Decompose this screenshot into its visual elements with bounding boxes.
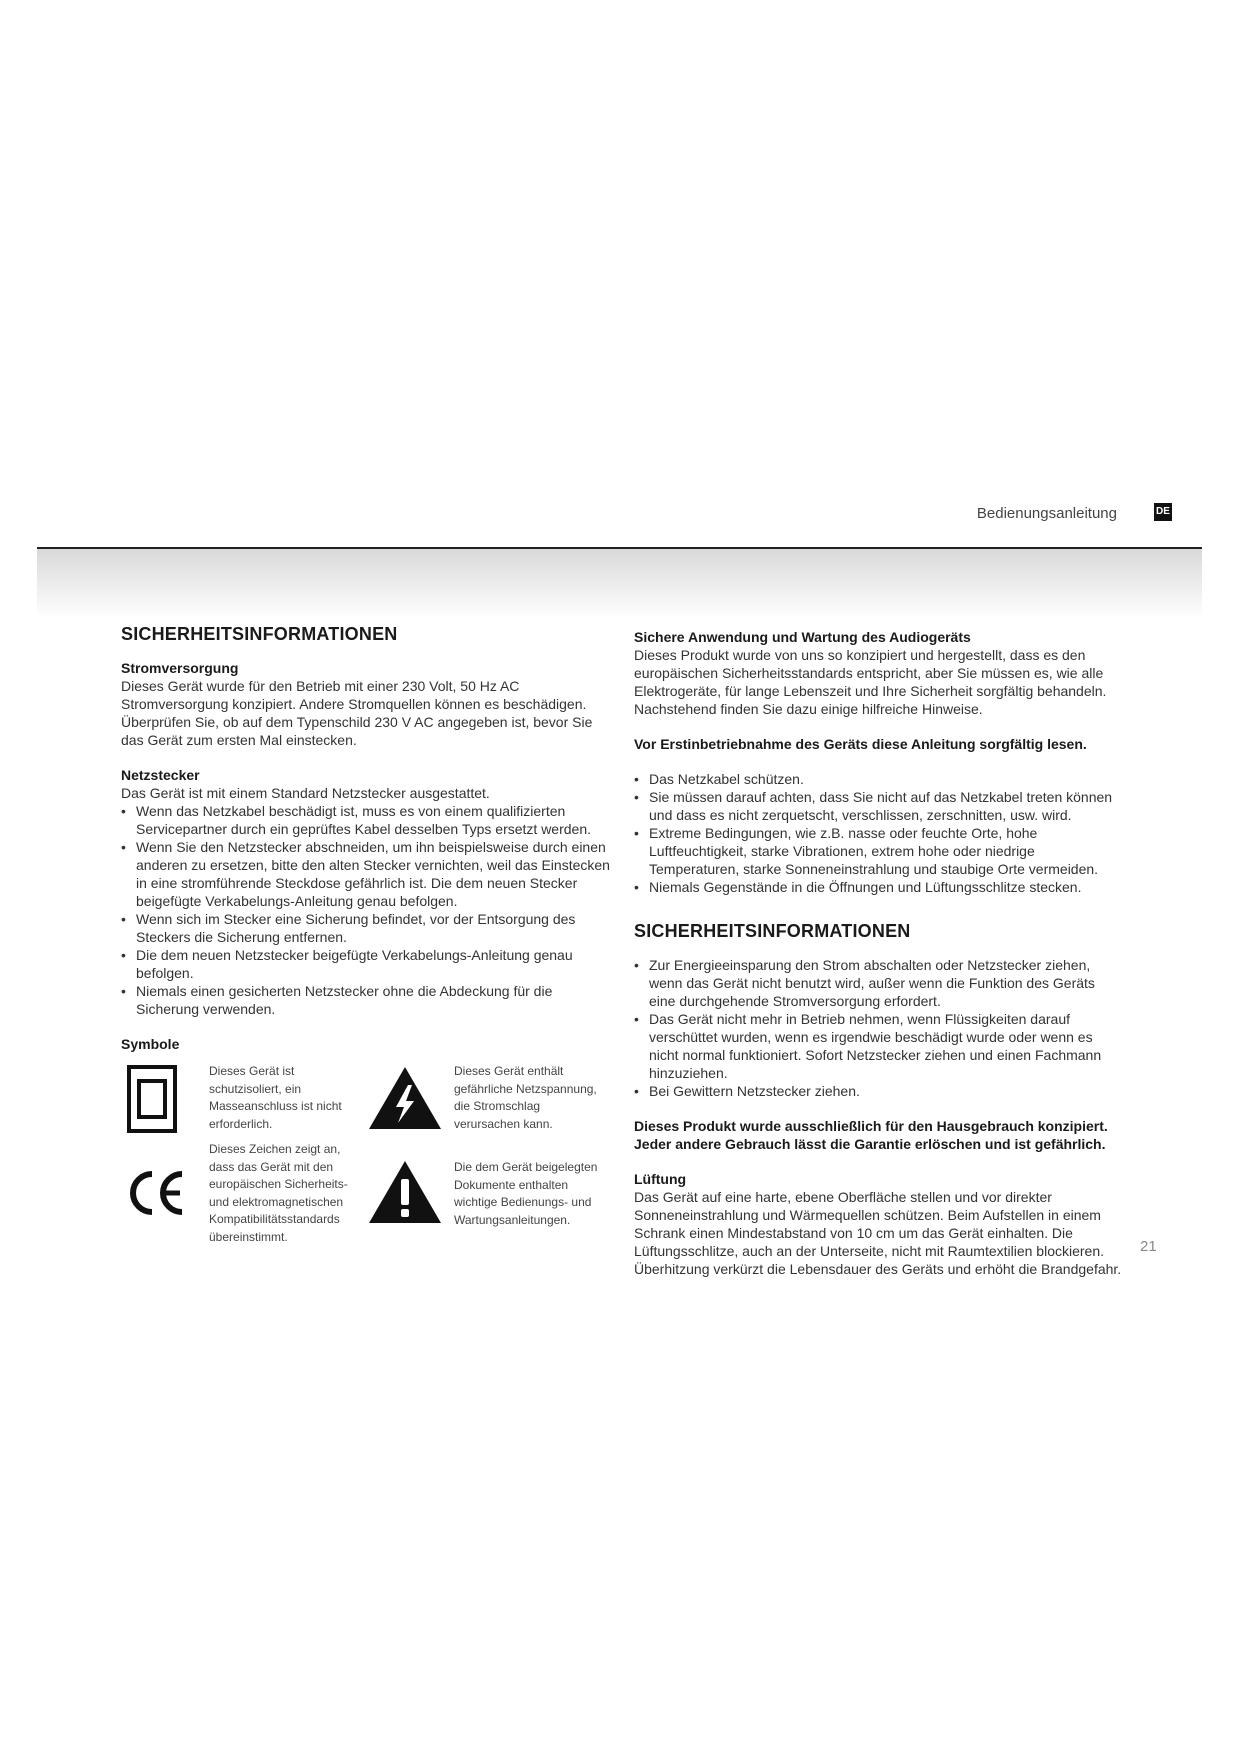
power-text: Dieses Gerät wurde für den Betrieb mit einer 230 Volt, 50 Hz AC Stromversorgung konzipiert. Andere Stromquellen können es beschädigen. Überprüfen Sie, ob auf dem Typenschild 230 V AC angegeben ist, bevor Sie das Gerät zum ersten Mal einstecken. xyxy=(121,678,593,748)
power-heading: Stromversorgung xyxy=(121,660,239,676)
usage-text: Dieses Produkt wurde von uns so konzipiert und hergestellt, dass es den europäischen Sicherheitsstandards entspricht, aber Sie müssen es, wie alle Elektrogeräte, für lange Lebenszeit und Ihre Sicherheit sorgfältig behandeln. Nachstehend finden Sie dazu einige hilfreiche Hinweise. xyxy=(634,647,1107,717)
usage-heading: Sichere Anwendung und Wartung des Audiogeräts xyxy=(634,629,971,645)
symbol-description: Dieses Gerät enthält gefährliche Netzspannung, die Stromschlag verursachen kann. xyxy=(454,1064,597,1131)
list-item: • Wenn Sie den Netzstecker abschneiden, um ihn beispielsweise durch einen anderen zu ersetzen, bitte den alten Stecker vernichten, weil das Einstecken in eine stromführende Steckdose gefährlich ist. Die dem neuen Stecker beigefügte Verkabelungs-Anleitung genau befolgen. xyxy=(121,838,614,910)
symbol-description: Die dem Gerät beigelegten Dokumente enthalten wichtige Bedienungs- und Wartungsanleitungen. xyxy=(454,1160,598,1227)
section-title: SICHERHEITSINFORMATIONEN xyxy=(634,921,911,941)
household-notice: Dieses Produkt wurde ausschließlich für den Hausgebrauch konzipiert. Jeder andere Gebrauch lässt die Garantie erlöschen und ist gefährlich. xyxy=(634,1118,1108,1152)
list-item: • Niemals einen gesicherten Netzstecker ohne die Abdeckung für die Sicherung verwenden. xyxy=(121,982,614,1018)
double-insulation-icon xyxy=(127,1065,177,1133)
plug-bullet-list xyxy=(121,802,614,1018)
list-item: • Die dem neuen Netzstecker beigefügte Verkabelungs-Anleitung genau befolgen. xyxy=(121,946,614,982)
section-title: SICHERHEITSINFORMATIONEN xyxy=(121,624,398,644)
plug-heading: Netzstecker xyxy=(121,767,200,783)
symbols-grid xyxy=(121,1063,614,1263)
safety-bullet-list xyxy=(634,956,1122,1100)
list-item: • Wenn das Netzkabel beschädigt ist, muss es von einem qualifizierten Servicepartner durch ein geprüftes Kabel desselben Typs ersetzt werden. xyxy=(121,802,614,838)
list-item: • Sie müssen darauf achten, dass Sie nicht auf das Netzkabel treten können und dass es nicht zerquetscht, verschlissen, zerschnitten, usw. wird. xyxy=(634,788,1122,824)
lightning-warning-icon xyxy=(367,1065,443,1131)
list-item: • Das Netzkabel schützen. xyxy=(634,770,1122,788)
symbol-description: Dieses Zeichen zeigt an, dass das Gerät mit den europäischen Sicherheits- und elektromagnetischen Kompatibilitätsstandards übereinstimmt. xyxy=(209,1142,348,1244)
header-shadow xyxy=(37,549,1202,619)
ce-mark-icon xyxy=(127,1168,187,1218)
ventilation-heading: Lüftung xyxy=(634,1171,687,1187)
list-item: • Zur Energieeinsparung den Strom abschalten oder Netzstecker ziehen, wenn das Gerät nicht benutzt wird, außer wenn die Funktion des Geräts eine durchgehende Stromversorgung erfordert. xyxy=(634,956,1122,1010)
read-notice: Vor Erstinbetriebnahme des Geräts diese Anleitung sorgfältig lesen. xyxy=(634,736,1087,752)
list-item: • Wenn sich im Stecker eine Sicherung befindet, vor der Entsorgung des Steckers die Sicherung entfernen. xyxy=(121,910,614,946)
list-item: • Niemals Gegenstände in die Öffnungen und Lüftungsschlitze stecken. xyxy=(634,878,1122,896)
list-item: • Extreme Bedingungen, wie z.B. nasse oder feuchte Orte, hohe Luftfeuchtigkeit, starke Vibrationen, extrem hohe oder niedrige Temperaturen, starke Sonneneinstrahlung und staubige Orte vermeiden. xyxy=(634,824,1122,878)
right-column xyxy=(634,628,1122,1278)
left-column xyxy=(121,625,614,1263)
plug-intro: Das Gerät ist mit einem Standard Netzstecker ausgestattet. xyxy=(121,785,490,801)
usage-bullet-list xyxy=(634,770,1122,896)
ventilation-text: Das Gerät auf eine harte, ebene Oberfläche stellen und vor direkter Sonneneinstrahlung und Wärmequellen schützen. Beim Aufstellen in einem Schrank einen Mindestabstand von 10 cm um das Gerät einhalten. Die Lüftungsschlitze, auch an der Unterseite, nicht mit Raumtextilien blockieren. Überhitzung verkürzt die Lebensdauer des Geräts und erhöht die Brandgefahr. xyxy=(634,1189,1122,1277)
symbol-description: Dieses Gerät ist schutzisoliert, ein Masseanschluss ist nicht erforderlich. xyxy=(209,1064,342,1131)
language-badge: DE xyxy=(1154,503,1172,521)
exclamation-warning-icon xyxy=(367,1159,443,1225)
page-number: 21 xyxy=(1140,1238,1157,1255)
list-item: • Das Gerät nicht mehr in Betrieb nehmen, wenn Flüssigkeiten darauf verschüttet wurden, wenn es irgendwie beschädigt wurde oder wenn es nicht normal funktioniert. Sofort Netzstecker ziehen und einen Fachmann hinzuziehen. xyxy=(634,1010,1122,1082)
header-title: Bedienungsanleitung xyxy=(976,505,1117,522)
list-item: • Bei Gewittern Netzstecker ziehen. xyxy=(634,1082,1122,1100)
symbols-heading: Symbole xyxy=(121,1036,180,1052)
